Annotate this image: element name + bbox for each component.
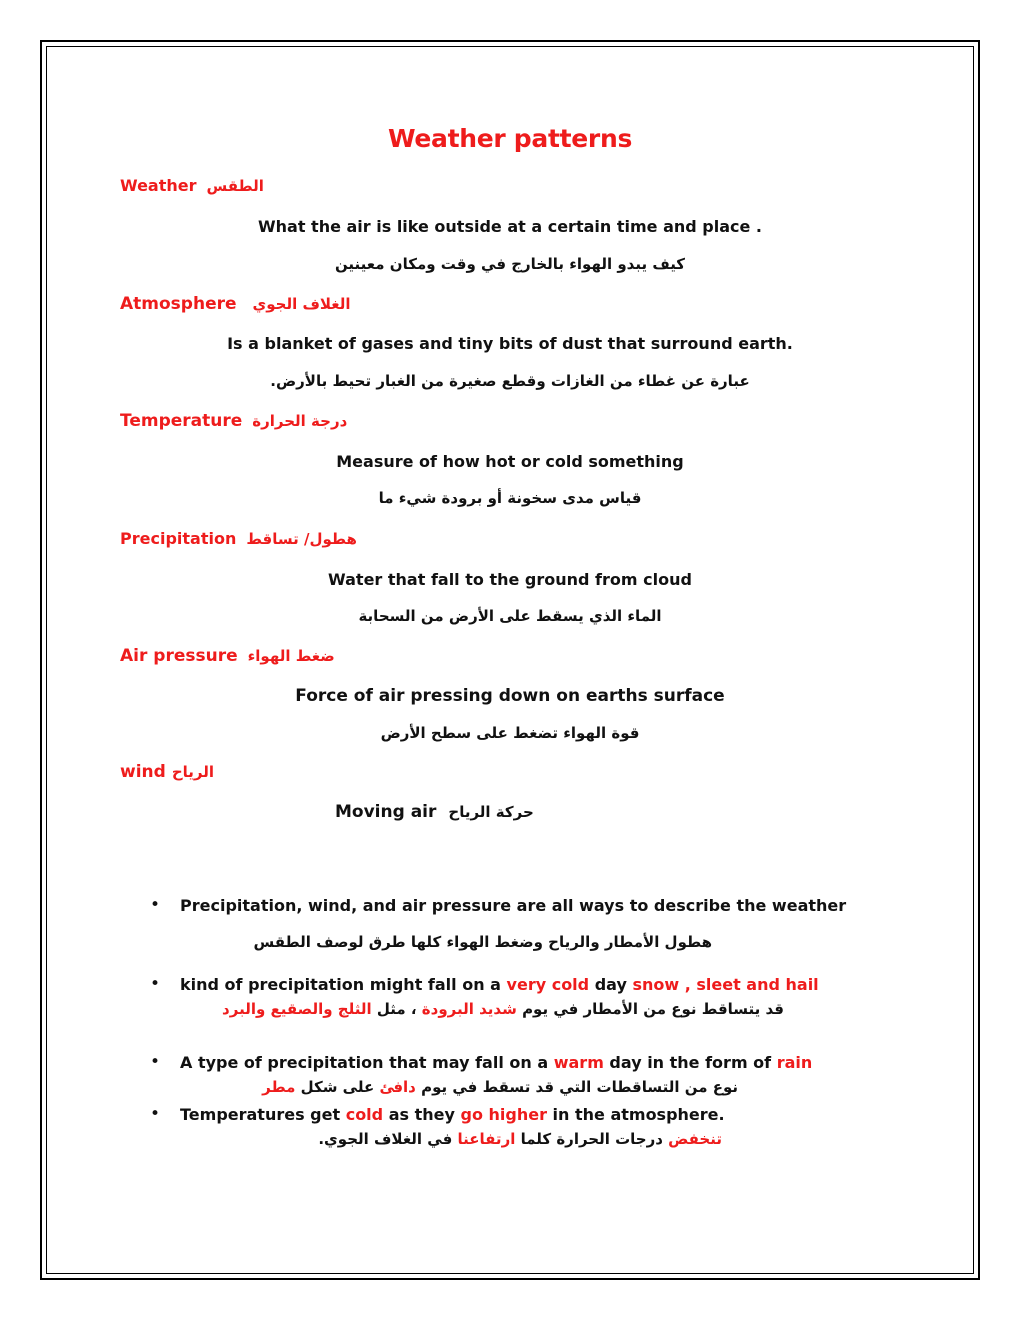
def-wind-en: Moving air [335,802,437,822]
def-air-pressure-ar: قوة الهواء تضغط على سطح الأرض [380,724,640,742]
bullet-marker: • [150,1052,161,1072]
bullet-2-en-highlight-snow: snow , sleet and hail [632,975,819,994]
bullet-1-ar [254,933,712,951]
bullet-1-en-text: Precipitation, wind, and air pressure are all ways to describe the weather [180,896,847,915]
bullet-4-en [180,1105,725,1124]
bullet-2-ar-part-2: ، مثل [371,1000,422,1018]
bullet-4-ar-highlight-rise: ارتفاعنا [457,1130,516,1148]
bullet-3-en-highlight-rain: rain [776,1053,813,1072]
bullet-4-ar-part-1: درجات الحرارة كلما [515,1130,669,1148]
term-precipitation-ar: هطول/ تساقط [246,530,357,548]
bullet-4-en-highlight-cold: cold [345,1105,384,1124]
bullet-3-ar [262,1078,738,1096]
bullet-4-ar-highlight-decrease: تنخفض [668,1130,722,1148]
def-air-pressure-en: Force of air pressing down on earths surface [295,686,725,706]
bullet-3-ar-highlight-rain: مطر [262,1078,296,1096]
bullet-3-en-highlight-warm: warm [553,1053,604,1072]
def-atmosphere-ar: عبارة عن غطاء من الغازات وقطع صغيرة من الغبار تحيط بالأرض. [270,372,750,390]
bullet-marker: • [150,1104,161,1124]
page-title: Weather patterns [387,124,633,153]
term-wind [120,762,214,782]
bullet-1-en [180,896,846,915]
bullet-2-en-part-2: day [589,975,633,994]
def-precipitation-en: Water that fall to the ground from cloud [328,570,692,589]
def-precipitation-ar: الماء الذي يسقط على الأرض من السحابة [358,607,662,625]
bullet-2-en-highlight-very-cold: very cold [506,975,590,994]
term-wind-ar: الرياح [171,763,214,781]
def-weather-en: What the air is like outside at a certain time and place . [257,217,762,236]
term-air-pressure-ar: ضغط الهواء [247,647,335,665]
def-wind [335,802,534,822]
term-weather-en: Weather [120,176,197,195]
term-atmosphere-en: Atmosphere [120,294,237,314]
bullet-4-en-part-1: Temperatures get [180,1105,346,1124]
bullet-2-ar-part-1: قد يتساقط نوع من الأمطار في يوم [516,1000,784,1018]
bullet-4-ar-part-2: في الغلاف الجوي. [318,1130,458,1148]
bullet-1-ar-text: هطول الأمطار والرياح وضغط الهواء كلها طرق لوصف الطقس [253,933,712,951]
bullet-4-en-part-3: in the atmosphere. [546,1105,725,1124]
bullet-3-en-part-2: day in the form of [603,1053,777,1072]
bullet-2-ar-highlight-snow: الثلج والصقيع والبرد [222,1000,372,1018]
term-temperature-en: Temperature [120,411,243,431]
bullet-4-en-highlight-go-higher: go higher [460,1105,547,1124]
def-temperature-ar: قياس مدى سخونة أو برودة شيء ما [378,489,642,507]
def-temperature-en: Measure of how hot or cold something [336,452,684,471]
bullet-4-en-part-2: as they [383,1105,461,1124]
bullet-2-en-part-1: kind of precipitation might fall on a [180,975,507,994]
bullet-3-en-part-1: A type of precipitation that may fall on a [180,1053,554,1072]
def-weather-ar: كيف يبدو الهواء بالخارج في وقت ومكان معينين [334,255,686,273]
term-atmosphere [120,294,351,314]
term-weather [120,176,264,195]
term-precipitation-en: Precipitation [120,529,237,548]
term-weather-ar: الطقس [206,177,264,195]
bullet-3-ar-highlight-warm: دافئ [379,1078,416,1096]
def-atmosphere-en: Is a blanket of gases and tiny bits of dust that surround earth. [227,334,793,353]
term-atmosphere-ar: الغلاف الجوي [252,295,351,313]
bullet-3-ar-part-2: على شكل [295,1078,380,1096]
bullet-2-en [180,975,819,994]
def-wind-ar: حركة الرياح [448,803,534,821]
term-air-pressure-en: Air pressure [120,646,238,666]
bullet-3-ar-part-1: نوع من التساقطات التي قد تسقط في يوم [415,1078,738,1096]
term-precipitation [120,529,357,548]
bullet-2-ar [222,1000,784,1018]
term-temperature [120,411,347,431]
term-air-pressure [120,646,335,666]
bullet-marker: • [150,974,161,994]
term-temperature-ar: درجة الحرارة [252,412,348,430]
bullet-3-en [180,1053,812,1072]
bullet-marker: • [150,895,161,915]
bullet-2-ar-highlight-very-cold: شديد البرودة [421,1000,517,1018]
term-wind-en: wind [120,762,166,782]
bullet-4-ar [318,1130,722,1148]
